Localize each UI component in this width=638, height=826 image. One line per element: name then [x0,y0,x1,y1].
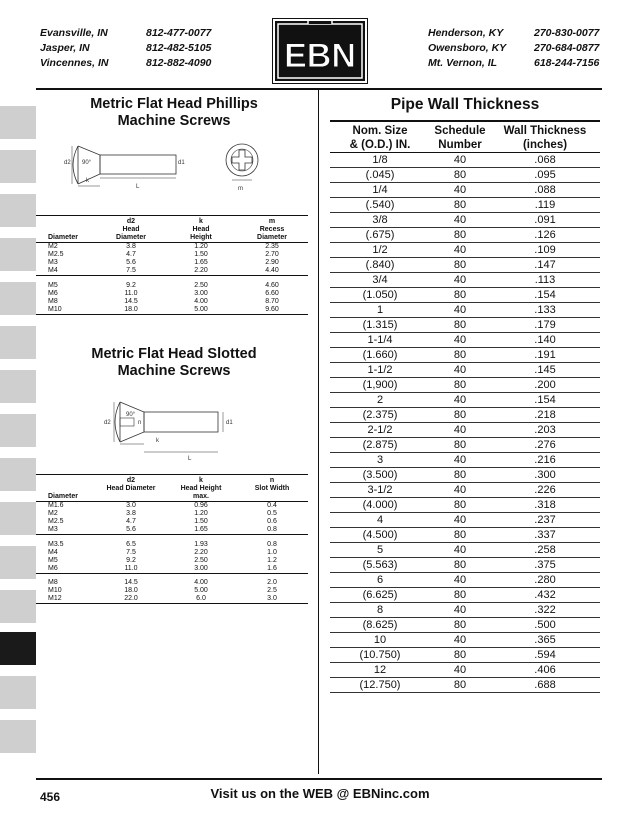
phillips-title [40,96,308,130]
slotted-table-top-rule [36,474,308,475]
schedule-cell: 40 [430,273,490,288]
city: Henderson, KY [428,27,504,39]
table-row: M2 3.8 1.20 0.5 [48,510,277,517]
footer-web-link[interactable]: Visit us on the WEB @ EBNinc.com [210,786,430,801]
table-row [330,438,600,453]
schedule-cell: 80 [430,228,490,243]
pipe-title: Pipe Wall Thickness [390,96,540,113]
table-row [330,243,600,258]
table-row [330,258,600,273]
table-row: M6 11.0 3.00 1.6 [36,565,308,574]
table-row [330,663,600,678]
slotted-title-line2: Machine Screws [117,363,231,379]
nom-size-cell: 1-1/2 [330,363,430,378]
wall-thickness-cell: .276 [490,438,600,453]
nom-size-cell: (.045) [330,168,430,183]
table-row [330,513,600,528]
table-row: M2.5 4.7 1.50 0.6 [48,518,277,525]
table-row: M5 9.2 2.50 1.2 [48,556,277,564]
nom-size-cell: (8.625) [330,618,430,633]
nom-size-cell: 2 [330,393,430,408]
table-row: M12 22.0 6.0 3.0 [36,595,308,604]
wall-thickness-cell: .365 [490,633,600,648]
side-tab [0,458,36,491]
table-row [330,588,600,603]
wall-thickness-cell: .226 [490,483,600,498]
phone: 812-882-4090 [146,57,212,69]
label-L: L [188,456,192,462]
schedule-cell: 80 [430,168,490,183]
col-head-height: Head Height [180,485,222,492]
wall-thickness-cell: .258 [490,543,600,558]
city: Vincennes, IN [40,57,109,69]
side-tab [0,326,36,359]
schedule-cell: 80 [430,288,490,303]
phillips-table-top-rule [36,215,308,216]
nom-size-cell: (10.750) [330,648,430,663]
schedule-cell: 80 [430,408,490,423]
wall-thickness-cell: .109 [490,243,600,258]
side-tab-active [0,632,36,665]
nom-size-cell: (5.563) [330,558,430,573]
nom-size-cell: 1/2 [330,243,430,258]
col-symbol-d2: d2 [126,477,136,484]
pipe-table-top-rule [330,120,600,122]
table-row [330,408,600,423]
schedule-cell: 40 [430,183,490,198]
col-diameter: Diameter [36,234,96,243]
table-row: M3.5 6.5 1.93 0.8 [48,540,277,548]
col-height: Height [166,234,236,243]
table-row [330,273,600,288]
col-symbol-k: k [199,477,203,484]
table-row [330,678,600,693]
side-tab [0,546,36,579]
slotted-table [36,477,308,604]
schedule-cell: 40 [430,633,490,648]
table-row: M4 7.5 2.20 4.40 [36,267,308,276]
table-row [330,363,600,378]
logo-text: EBN [284,37,356,75]
table-row [330,168,600,183]
schedule-cell: 80 [430,678,490,693]
nom-size-cell: (3.500) [330,468,430,483]
table-row [330,288,600,303]
schedule-cell: 80 [430,558,490,573]
city: Mt. Vernon, IL [428,57,498,69]
wall-thickness-cell: .126 [490,228,600,243]
table-row: M5 9.2 2.50 4.60 [48,281,279,289]
schedule-cell: 40 [430,603,490,618]
schedule-cell: 80 [430,588,490,603]
schedule-cell: 40 [430,483,490,498]
slotted-screw-diagram [100,392,260,462]
nom-size-cell: 3 [330,453,430,468]
wall-thickness-cell: .594 [490,648,600,663]
nom-size-cell: (1.050) [330,288,430,303]
col-symbol-m: m [268,218,276,225]
table-row: M2.5 4.7 1.50 2.70 [48,251,279,258]
nom-size-cell: 10 [330,633,430,648]
wall-thickness-cell: .322 [490,603,600,618]
col-diameter-2: Diameter [96,234,166,243]
side-tab [0,502,36,535]
wall-thickness-cell: .179 [490,318,600,333]
label-k: k [86,178,89,184]
wall-thickness-cell: .688 [490,678,600,693]
table-row [330,498,600,513]
schedule-cell: 40 [430,303,490,318]
schedule-cell: 80 [430,438,490,453]
schedule-cell: 40 [430,543,490,558]
label-d2: d2 [64,160,71,166]
schedule-cell: 80 [430,378,490,393]
col-nom-size: Nom. Size & (O.D.) IN. [330,124,430,153]
nom-size-cell: 12 [330,663,430,678]
table-row [330,198,600,213]
nom-size-cell: (.840) [330,258,430,273]
table-row [330,213,600,228]
schedule-cell: 80 [430,468,490,483]
table-row: M1.6 3.0 0.96 0.4 [48,502,277,509]
schedule-cell: 40 [430,423,490,438]
schedule-cell: 40 [430,243,490,258]
col-wall-thickness: Wall Thickness (inches) [490,124,600,153]
schedule-cell: 40 [430,333,490,348]
wall-thickness-cell: .216 [490,453,600,468]
table-row [330,618,600,633]
page-number: 456 [40,790,61,804]
col-max: max. [166,493,236,502]
schedule-cell: 80 [430,198,490,213]
nom-size-cell: (6.625) [330,588,430,603]
col-diameter: Diameter [36,493,96,502]
label-angle: 90° [126,412,136,418]
nom-size-cell: 2-1/2 [330,423,430,438]
wall-thickness-cell: .280 [490,573,600,588]
col-slot-width: Slot Width [254,485,290,492]
wall-thickness-cell: .119 [490,198,600,213]
nom-size-cell: (2.875) [330,438,430,453]
table-row [330,603,600,618]
wall-thickness-cell: .337 [490,528,600,543]
nom-size-cell: 1/8 [330,153,430,168]
wall-thickness-cell: .318 [490,498,600,513]
table-row: M3 5.6 1.65 0.8 [36,526,308,535]
table-row: M4 7.5 2.20 1.0 [48,548,277,556]
wall-thickness-cell: .237 [490,513,600,528]
wall-thickness-cell: .113 [490,273,600,288]
table-row [330,573,600,588]
table-row [330,318,600,333]
nom-size-cell: (1.315) [330,318,430,333]
schedule-cell: 80 [430,618,490,633]
side-tab [0,370,36,403]
nom-size-cell: 1 [330,303,430,318]
wall-thickness-cell: .300 [490,468,600,483]
schedule-cell: 40 [430,363,490,378]
schedule-cell: 40 [430,153,490,168]
col-recess-dia: Diameter [236,234,308,243]
label-d1: d1 [178,160,185,166]
col-schedule: Schedule Number [430,124,490,153]
header-left-cities [40,26,108,71]
nom-size-cell: (4.000) [330,498,430,513]
table-row [330,558,600,573]
header-right-cities [428,26,506,71]
col-head-diameter: Head Diameter [106,485,156,492]
nom-size-cell: (1.660) [330,348,430,363]
side-tab [0,150,36,183]
nom-size-cell: (4.500) [330,528,430,543]
wall-thickness-cell: .095 [490,168,600,183]
table-row [330,183,600,198]
table-row [330,228,600,243]
col-recess: Recess [259,226,285,233]
col-head-2: Head [192,226,210,233]
table-row [330,483,600,498]
table-row: M3 5.6 1.65 2.90 [48,259,279,266]
nom-size-cell: 5 [330,543,430,558]
schedule-cell: 80 [430,258,490,273]
col-symbol-d2: d2 [126,218,136,225]
header-right-phones [534,26,599,71]
side-tab [0,282,36,315]
nom-size-cell: 3-1/2 [330,483,430,498]
nom-size-cell: (.540) [330,198,430,213]
table-row: M8 14.5 4.00 2.0 [48,579,277,586]
table-row [330,303,600,318]
table-row: M10 18.0 5.00 9.60 [36,306,308,315]
nom-size-cell: (1,900) [330,378,430,393]
phone: 618-244-7156 [534,57,600,69]
wall-thickness-cell: .200 [490,378,600,393]
label-k: k [156,438,159,444]
table-row: M8 14.5 4.00 8.70 [48,297,279,305]
city: Jasper, IN [40,42,90,54]
side-tab [0,414,36,447]
table-row [330,633,600,648]
table-row [330,348,600,363]
label-d1: d1 [226,420,233,426]
side-tab [0,238,36,271]
phillips-screw-diagram [60,138,300,198]
phillips-title-line1: Metric Flat Head Phillips [90,96,258,112]
schedule-cell: 80 [430,318,490,333]
col-symbol-n: n [269,477,275,484]
column-divider [318,90,319,774]
side-tab [0,720,36,753]
label-m: m [238,186,243,192]
schedule-cell: 40 [430,213,490,228]
label-n: n [138,420,142,426]
col-head-1: Head [122,226,140,233]
wall-thickness-cell: .088 [490,183,600,198]
side-tab [0,676,36,709]
nom-size-cell: 1-1/4 [330,333,430,348]
table-row: M6 11.0 3.00 6.60 [48,289,279,297]
side-tab [0,194,36,227]
wall-thickness-cell: .191 [490,348,600,363]
schedule-cell: 80 [430,528,490,543]
wall-thickness-cell: .154 [490,393,600,408]
pipe-table-body [330,153,600,693]
side-tab [0,106,36,139]
table-row [330,378,600,393]
footer-rule [36,778,602,780]
label-d2: d2 [104,420,111,426]
table-row [330,453,600,468]
schedule-cell: 40 [430,573,490,588]
wall-thickness-cell: .140 [490,333,600,348]
table-row: M10 18.0 5.00 2.5 [48,587,277,594]
schedule-cell: 80 [430,498,490,513]
table-row [330,648,600,663]
nom-size-cell: 6 [330,573,430,588]
schedule-cell: 40 [430,393,490,408]
pipe-table [330,124,600,693]
nom-size-cell: 4 [330,513,430,528]
city: Owensboro, KY [428,42,507,54]
table-row [330,468,600,483]
col-symbol-k: k [199,218,203,225]
phone: 812-482-5105 [146,42,212,54]
nom-size-cell: 8 [330,603,430,618]
phone: 270-830-0077 [534,27,600,39]
label-angle: 90° [82,160,92,166]
phillips-title-line2: Machine Screws [117,113,231,129]
table-row [330,528,600,543]
wall-thickness-cell: .375 [490,558,600,573]
phone: 812-477-0077 [146,27,212,39]
schedule-cell: 40 [430,513,490,528]
schedule-cell: 80 [430,648,490,663]
nom-size-cell: 1/4 [330,183,430,198]
header-rule [36,88,602,90]
schedule-cell: 40 [430,663,490,678]
ebn-logo [273,19,367,83]
table-row [330,543,600,558]
table-row: M2 3.8 1.20 2.35 [48,243,279,250]
schedule-cell: 40 [430,453,490,468]
wall-thickness-cell: .500 [490,618,600,633]
slotted-title-line1: Metric Flat Head Slotted [91,346,257,362]
wall-thickness-cell: .147 [490,258,600,273]
wall-thickness-cell: .218 [490,408,600,423]
wall-thickness-cell: .203 [490,423,600,438]
phone: 270-684-0877 [534,42,600,54]
nom-size-cell: (2.375) [330,408,430,423]
wall-thickness-cell: .133 [490,303,600,318]
table-row [330,153,600,168]
wall-thickness-cell: .091 [490,213,600,228]
label-L: L [136,184,140,190]
side-tab [0,590,36,623]
wall-thickness-cell: .432 [490,588,600,603]
header-left-phones [146,26,211,71]
slotted-title [40,346,308,380]
phillips-table [36,218,308,315]
nom-size-cell: 3/8 [330,213,430,228]
table-row [330,423,600,438]
nom-size-cell: (.675) [330,228,430,243]
table-row [330,393,600,408]
wall-thickness-cell: .406 [490,663,600,678]
wall-thickness-cell: .068 [490,153,600,168]
wall-thickness-cell: .154 [490,288,600,303]
schedule-cell: 80 [430,348,490,363]
nom-size-cell: (12.750) [330,678,430,693]
wall-thickness-cell: .145 [490,363,600,378]
nom-size-cell: 3/4 [330,273,430,288]
city: Evansville, IN [40,27,108,39]
table-row [330,333,600,348]
